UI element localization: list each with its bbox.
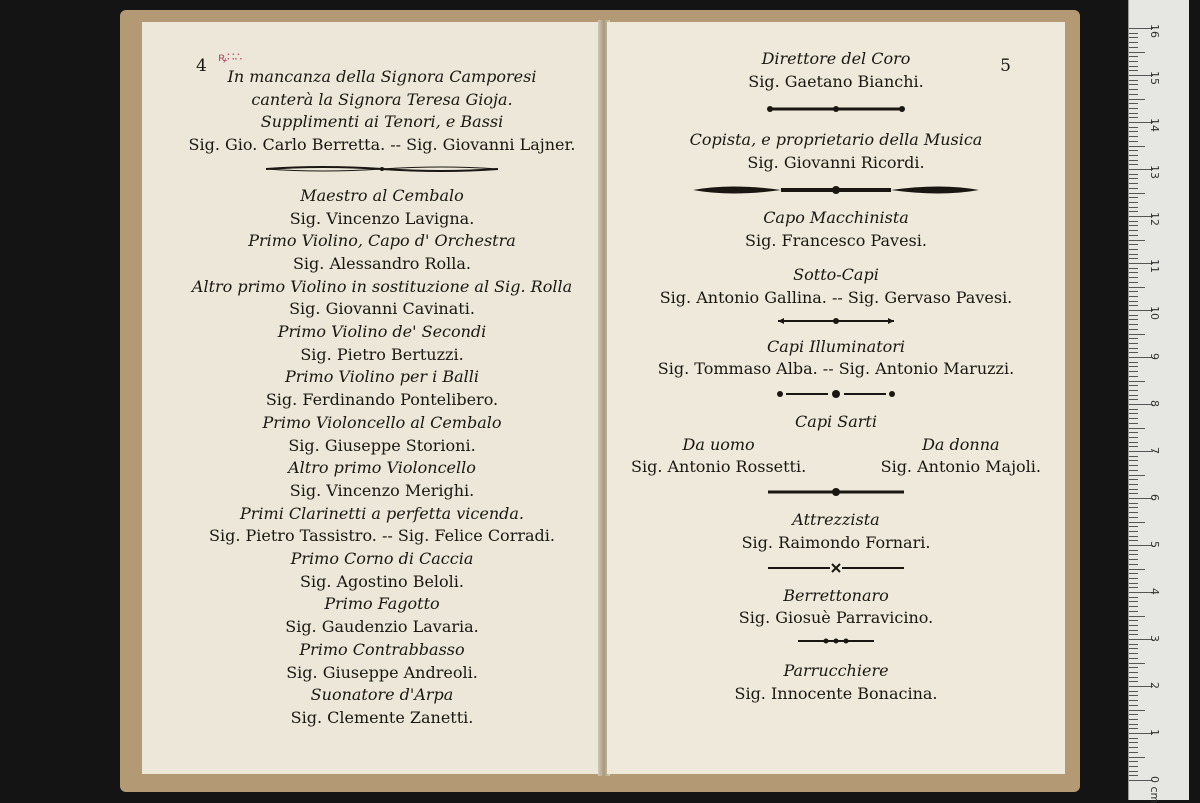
entry-title: Primi Clarinetti a perfetta vicenda. <box>239 503 525 523</box>
ruler-minor-tick <box>1129 616 1145 617</box>
ruler-minor-tick <box>1129 258 1138 259</box>
ruler-minor-tick <box>1129 446 1138 447</box>
ruler-label: 9 <box>1148 353 1161 360</box>
ruler-minor-tick <box>1129 742 1138 743</box>
ruler-minor-tick <box>1129 117 1138 118</box>
ruler-minor-tick <box>1129 428 1145 429</box>
entry-name: Sig. Gaudenzio Lavaria. <box>285 617 479 637</box>
ruler-minor-tick <box>1129 658 1138 659</box>
ruler-minor-tick <box>1129 620 1138 621</box>
measuring-ruler <box>1128 0 1189 803</box>
ruler-minor-tick <box>1129 343 1138 344</box>
entry-name: Sig. Pietro Bertuzzi. <box>300 344 464 364</box>
ruler-minor-tick <box>1129 225 1138 226</box>
ruler-minor-tick <box>1129 752 1138 753</box>
ruler-minor-tick <box>1129 489 1138 490</box>
entry-title: Suonatore d'Arpa <box>310 685 454 705</box>
entry-title: Capo Macchinista <box>763 207 909 227</box>
ruler-minor-tick <box>1129 47 1138 48</box>
left-page <box>142 22 600 774</box>
entry-name: Sig. Giuseppe Andreoli. <box>286 662 478 682</box>
ruler-minor-tick <box>1129 456 1138 457</box>
ruler-minor-tick <box>1129 207 1138 208</box>
ruler-minor-tick <box>1129 601 1138 602</box>
entry-title: Primo Violoncello al Cembalo <box>262 412 502 432</box>
ruler-minor-tick <box>1129 329 1138 330</box>
ruler-minor-tick <box>1129 418 1138 419</box>
entry-name: Sig. Giosuè Parravicino. <box>738 608 934 628</box>
ruler-minor-tick <box>1129 211 1138 212</box>
entry-title: Primo Fagotto <box>324 594 440 614</box>
ruler-minor-tick <box>1129 653 1138 654</box>
ruler-label: 0 cm <box>1148 776 1161 803</box>
ruler-minor-tick <box>1129 644 1138 645</box>
entry-name: Sig. Gio. Carlo Berretta. -- Sig. Giovanni Lajner. <box>188 135 576 155</box>
ruler-minor-tick <box>1129 493 1138 494</box>
ruler-minor-tick <box>1129 691 1138 692</box>
ruler-minor-tick <box>1129 301 1138 302</box>
entry-name: Sig. Gaetano Bianchi. <box>748 71 924 91</box>
ornament-divider <box>691 183 981 197</box>
ruler-minor-tick <box>1129 700 1138 701</box>
ruler-label: 15 <box>1148 71 1161 85</box>
ruler-minor-tick <box>1129 56 1138 57</box>
entry-title: Primo Violino per i Balli <box>285 367 479 387</box>
ruler-minor-tick <box>1129 747 1138 748</box>
entry-title: Attrezzista <box>792 510 880 530</box>
ruler-minor-tick <box>1129 319 1138 320</box>
entry-name: Sig. Antonio Majoli. <box>880 457 1041 477</box>
ruler-minor-tick <box>1129 89 1138 90</box>
ruler-minor-tick <box>1129 578 1138 579</box>
entry-title: canterà la Signora Teresa Gioja. <box>251 89 513 109</box>
ruler-label: 10 <box>1148 306 1161 320</box>
ruler-minor-tick <box>1129 42 1138 43</box>
ruler-minor-tick <box>1129 390 1138 391</box>
entry-title: Primo Violino de' Secondi <box>277 322 487 342</box>
ruler-minor-tick <box>1129 174 1138 175</box>
entry-name: Sig. Agostino Beloli. <box>300 571 464 591</box>
ruler-minor-tick <box>1129 99 1145 100</box>
ruler-minor-tick <box>1129 164 1138 165</box>
ruler-minor-tick <box>1129 573 1138 574</box>
ruler-minor-tick <box>1129 80 1138 81</box>
ruler-minor-tick <box>1129 583 1138 584</box>
entry-name: Sig. Giovanni Ricordi. <box>747 153 925 173</box>
ruler-minor-tick <box>1129 366 1138 367</box>
ink-stamp-mark: ꝶ∷∴ <box>218 50 243 64</box>
ruler-minor-tick <box>1129 155 1138 156</box>
ruler-minor-tick <box>1129 672 1138 673</box>
ruler-minor-tick <box>1129 771 1138 772</box>
right-page <box>607 22 1065 774</box>
ruler-minor-tick <box>1129 630 1138 631</box>
entry-title: Primo Contrabbasso <box>299 639 465 659</box>
ruler-minor-tick <box>1129 460 1138 461</box>
ornament-divider <box>766 103 906 115</box>
ruler-minor-tick <box>1129 146 1145 147</box>
ruler-minor-tick <box>1129 249 1138 250</box>
ruler-minor-tick <box>1129 587 1138 588</box>
ruler-minor-tick <box>1129 432 1138 433</box>
ruler-minor-tick <box>1129 714 1138 715</box>
ruler-minor-tick <box>1129 381 1145 382</box>
ruler-minor-tick <box>1129 517 1138 518</box>
ruler-minor-tick <box>1129 442 1138 443</box>
ruler-minor-tick <box>1129 188 1138 189</box>
entry-name: Sig. Clemente Zanetti. <box>290 707 474 727</box>
ruler-minor-tick <box>1129 470 1138 471</box>
ruler-minor-tick <box>1129 437 1138 438</box>
ruler-minor-tick <box>1129 503 1138 504</box>
ruler-minor-tick <box>1129 136 1138 137</box>
ruler-minor-tick <box>1129 221 1138 222</box>
ruler-minor-tick <box>1129 634 1138 635</box>
ruler-minor-tick <box>1129 710 1145 711</box>
ruler-minor-tick <box>1129 70 1138 71</box>
entry-title: Primo Corno di Caccia <box>290 549 474 569</box>
ruler-minor-tick <box>1129 531 1138 532</box>
entry-title: Copista, e proprietario della Musica <box>689 130 983 150</box>
ruler-minor-tick <box>1129 695 1138 696</box>
entry-title: Parrucchiere <box>783 660 889 680</box>
ruler-minor-tick <box>1129 178 1138 179</box>
entry-name: Sig. Alessandro Rolla. <box>292 253 472 273</box>
entry-title: Direttore del Coro <box>761 49 911 68</box>
ruler-minor-tick <box>1129 352 1138 353</box>
ruler-label: 8 <box>1148 400 1161 407</box>
ruler-minor-tick <box>1129 268 1138 269</box>
ornament-divider <box>796 636 876 646</box>
ruler-minor-tick <box>1129 334 1145 335</box>
ruler-minor-tick <box>1129 606 1138 607</box>
ruler-minor-tick <box>1129 507 1138 508</box>
entry-title: Da donna <box>922 434 1000 454</box>
ruler-label: 6 <box>1148 494 1161 501</box>
ruler-minor-tick <box>1129 522 1145 523</box>
ruler-minor-tick <box>1129 719 1138 720</box>
ruler-minor-tick <box>1129 202 1138 203</box>
page-number: 5 <box>1000 56 1011 76</box>
entry-name: Sig. Giuseppe Storioni. <box>288 435 476 455</box>
ruler-minor-tick <box>1129 648 1138 649</box>
ruler-minor-tick <box>1129 738 1138 739</box>
entry-title: Maestro al Cembalo <box>300 185 464 205</box>
ruler-minor-tick <box>1129 235 1138 236</box>
ruler-minor-tick <box>1129 479 1138 480</box>
ruler-minor-tick <box>1129 287 1145 288</box>
ruler-minor-tick <box>1129 150 1138 151</box>
ruler-minor-tick <box>1129 681 1138 682</box>
ruler-label: 2 <box>1148 682 1161 689</box>
ruler-minor-tick <box>1129 324 1138 325</box>
ruler-minor-tick <box>1129 315 1138 316</box>
ruler-minor-tick <box>1129 757 1145 758</box>
sarti-uomo <box>631 434 806 479</box>
ruler-minor-tick <box>1129 66 1138 67</box>
ruler-minor-tick <box>1129 395 1138 396</box>
ruler-minor-tick <box>1129 564 1138 565</box>
ruler-minor-tick <box>1129 423 1138 424</box>
ruler-minor-tick <box>1129 282 1138 283</box>
page-number: 4 <box>196 56 207 76</box>
entry-title: Altro primo Violino in sostituzione al Sig. Rolla <box>191 276 573 296</box>
entry-title: In mancanza della Signora Camporesi <box>227 67 537 86</box>
entry-title: Berrettonaro <box>783 585 889 605</box>
ruler-minor-tick <box>1129 724 1138 725</box>
ruler-minor-tick <box>1129 33 1138 34</box>
ornament-divider <box>776 389 896 399</box>
ruler-minor-tick <box>1129 766 1138 767</box>
right-page-column <box>607 48 1065 705</box>
ruler-minor-tick <box>1129 775 1138 776</box>
entry-name: Sig. Pietro Tassistro. -- Sig. Felice Corradi. <box>209 526 555 546</box>
ruler-minor-tick <box>1129 475 1145 476</box>
ruler-label: 7 <box>1148 447 1161 454</box>
ruler-minor-tick <box>1129 272 1138 273</box>
ruler-minor-tick <box>1129 409 1138 410</box>
ruler-minor-tick <box>1129 362 1138 363</box>
ruler-label: 13 <box>1148 165 1161 179</box>
ruler-minor-tick <box>1129 550 1138 551</box>
ruler-minor-tick <box>1129 663 1145 664</box>
ruler-minor-tick <box>1129 296 1138 297</box>
ruler-minor-tick <box>1129 376 1138 377</box>
ornament-divider <box>766 563 906 573</box>
ruler-minor-tick <box>1129 677 1138 678</box>
ruler-label: 1 <box>1148 729 1161 736</box>
entry-name: Sig. Tommaso Alba. -- Sig. Antonio Maruzzi. <box>657 359 1015 379</box>
ruler-minor-tick <box>1129 52 1145 53</box>
ruler-minor-tick <box>1129 141 1138 142</box>
ruler-minor-tick <box>1129 728 1138 729</box>
entry-title: Primo Violino, Capo d' Orchestra <box>248 231 516 251</box>
entry-title: Sotto-Capi <box>793 265 879 285</box>
ruler-minor-tick <box>1129 160 1138 161</box>
entry-name: Sig. Giovanni Cavinati. <box>289 299 475 319</box>
ruler-minor-tick <box>1129 536 1138 537</box>
ruler-label: 5 <box>1148 541 1161 548</box>
sarti-donna <box>881 434 1041 479</box>
ornament-divider <box>262 163 502 175</box>
entry-name: Sig. Raimondo Fornari. <box>741 532 931 552</box>
entry-title: Altro primo Violoncello <box>288 458 476 478</box>
ruler-minor-tick <box>1129 348 1138 349</box>
ruler-minor-tick <box>1129 399 1138 400</box>
left-page-column <box>142 66 600 730</box>
ruler-minor-tick <box>1129 254 1138 255</box>
ornament-divider <box>766 487 906 497</box>
ruler-label: 12 <box>1148 212 1161 226</box>
ruler-minor-tick <box>1129 705 1138 706</box>
sarti-columns <box>631 434 1041 479</box>
ruler-label: 16 <box>1148 24 1161 38</box>
ruler-minor-tick <box>1129 611 1138 612</box>
entry-title: Supplimenti ai Tenori, e Bassi <box>260 112 504 132</box>
ruler-label: 11 <box>1148 259 1161 273</box>
ruler-label: 14 <box>1148 118 1161 132</box>
entry-title: Capi Illuminatori <box>766 336 906 356</box>
ruler-minor-tick <box>1129 197 1138 198</box>
ruler-minor-tick <box>1129 559 1138 560</box>
ruler-minor-tick <box>1129 108 1138 109</box>
ruler-label: 3 <box>1148 635 1161 642</box>
ruler-minor-tick <box>1129 37 1138 38</box>
ruler-minor-tick <box>1129 61 1138 62</box>
ruler-minor-tick <box>1129 305 1138 306</box>
entry-name: Sig. Vincenzo Merighi. <box>289 480 475 500</box>
ruler-minor-tick <box>1129 667 1138 668</box>
ruler-minor-tick <box>1129 127 1138 128</box>
ruler-minor-tick <box>1129 94 1138 95</box>
ruler-minor-tick <box>1129 465 1138 466</box>
ruler-minor-tick <box>1129 230 1138 231</box>
ruler-minor-tick <box>1129 597 1138 598</box>
ruler-minor-tick <box>1129 84 1138 85</box>
entry-name: Sig. Antonio Gallina. -- Sig. Gervaso Pavesi. <box>659 287 1013 307</box>
ruler-minor-tick <box>1129 385 1138 386</box>
ruler-minor-tick <box>1129 244 1138 245</box>
ruler-minor-tick <box>1129 291 1138 292</box>
entry-name: Sig. Ferdinando Pontelibero. <box>265 390 499 410</box>
ruler-label: 4 <box>1148 588 1161 595</box>
ruler-minor-tick <box>1129 484 1138 485</box>
ruler-minor-tick <box>1129 761 1138 762</box>
ornament-divider <box>776 316 896 326</box>
entry-name: Sig. Francesco Pavesi. <box>745 230 927 250</box>
entry-name: Sig. Vincenzo Lavigna. <box>289 208 475 228</box>
ruler-minor-tick <box>1129 240 1145 241</box>
ruler-minor-tick <box>1129 277 1138 278</box>
ruler-minor-tick <box>1129 569 1145 570</box>
ruler-minor-tick <box>1129 183 1138 184</box>
ruler-minor-tick <box>1129 512 1138 513</box>
entry-title: Capi Sarti <box>795 412 877 432</box>
ruler-minor-tick <box>1129 338 1138 339</box>
ruler-minor-tick <box>1129 371 1138 372</box>
ruler-minor-tick <box>1129 113 1138 114</box>
ruler-minor-tick <box>1129 625 1138 626</box>
ruler-minor-tick <box>1129 413 1138 414</box>
entry-name: Sig. Innocente Bonacina. <box>734 683 938 703</box>
ruler-minor-tick <box>1129 193 1145 194</box>
ruler-minor-tick <box>1129 540 1138 541</box>
ruler-minor-tick <box>1129 554 1138 555</box>
ruler-minor-tick <box>1129 103 1138 104</box>
ruler-minor-tick <box>1129 526 1138 527</box>
ruler-minor-tick <box>1129 131 1138 132</box>
entry-title: Da uomo <box>682 434 755 454</box>
entry-name: Sig. Antonio Rossetti. <box>631 457 807 477</box>
